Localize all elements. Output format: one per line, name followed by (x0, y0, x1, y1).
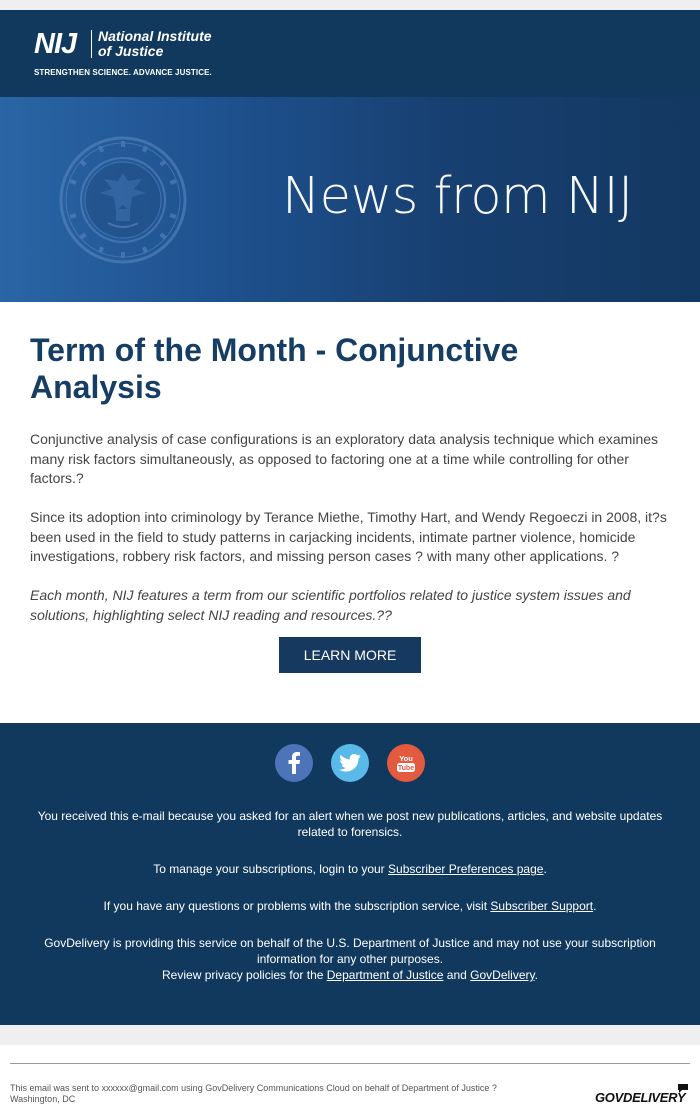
bottom-gray-strip (0, 1025, 700, 1045)
banner-title: News from NIJ (282, 167, 633, 226)
govdelivery-notice-block (20, 935, 680, 983)
doj-privacy-link[interactable]: Department of Justice (326, 968, 444, 982)
bottom-divider (10, 1063, 690, 1064)
privacy-prefix: Review privacy policies for the (162, 968, 327, 982)
email-footer (0, 723, 700, 1025)
news-banner (0, 97, 700, 302)
subscriber-support-link[interactable]: Subscriber Support (490, 899, 594, 913)
manage-suffix: . (543, 862, 547, 876)
twitter-button[interactable] (331, 744, 369, 782)
manage-subscriptions-text (20, 861, 680, 877)
logo-name-line1: National Institute (98, 28, 212, 44)
privacy-text (20, 967, 680, 983)
facebook-button[interactable] (275, 744, 313, 782)
youtube-button[interactable] (387, 744, 425, 782)
nij-logo-mark: NIJ (34, 28, 77, 60)
govdelivery-privacy-link[interactable]: GovDelivery (470, 968, 535, 982)
svg-text:You: You (399, 754, 413, 763)
nij-header (0, 10, 700, 97)
logo-name-line2: of Justice (98, 43, 164, 59)
nij-logo-name (98, 29, 248, 59)
subscriber-preferences-link[interactable]: Subscriber Preferences page (388, 862, 544, 876)
support-prefix: If you have any questions or problems with the subscription service, visit (103, 899, 491, 913)
article-paragraph-1: Conjunctive analysis of case configurations is an exploratory data analysis technique which examines many risk factors simultaneously, as opposed to factoring one at a time while controlling for other factors.? (30, 431, 659, 486)
manage-prefix: To manage your subscriptions, login to your (153, 862, 389, 876)
article-paragraph-2: Since its adoption into criminology by Terance Miethe, Timothy Hart, and Wendy Regoeczi in 2008, it?s been used in the field to study patterns in carjacking incidents, intimate partner violence, homicide investigations, robbery risk factors, and missing person cases ? with many other applications. ? (30, 509, 667, 564)
govdelivery-bottom (0, 1025, 700, 1116)
twitter-icon (339, 754, 361, 772)
govdelivery-notice: GovDelivery is providing this service on behalf of the U.S. Department of Justice and may not use your subscription information for any other purposes. (44, 936, 656, 966)
top-gray-strip (0, 0, 700, 10)
doj-seal-icon (58, 135, 188, 265)
sent-to-notice (10, 1083, 570, 1105)
govdelivery-logo-text: GOVDELIVERY (595, 1090, 686, 1105)
svg-text:Tube: Tube (397, 765, 415, 772)
support-suffix: . (593, 899, 597, 913)
learn-more-button[interactable]: LEARN MORE (279, 637, 421, 673)
privacy-suffix: . (534, 968, 538, 982)
sent-line-1: This email was sent to xxxxxx@gmail.com using GovDelivery Communications Cloud on behalf of Department of Justice ? (10, 1083, 497, 1093)
youtube-icon (395, 752, 417, 774)
support-text (20, 898, 680, 914)
privacy-and: and (443, 968, 471, 982)
nij-tagline: STRENGTHEN SCIENCE. ADVANCE JUSTICE. (34, 68, 212, 77)
article-paragraph-3: Each month, NIJ features a term from our scientific portfolios related to justice system issues and solutions, highlighting select NIJ reading and resources.?? (30, 587, 631, 623)
sent-line-2: Washington, DC (10, 1094, 76, 1104)
chat-bubble-icon (677, 1083, 689, 1094)
facebook-icon (287, 752, 301, 774)
govdelivery-logo[interactable] (595, 1083, 690, 1107)
alert-notice: You received this e-mail because you asked for an alert when we post new publications, articles, and website updates related to forensics. (37, 809, 663, 839)
article-headline: Term of the Month - Conjunctive Analysis (30, 332, 519, 405)
article-section (0, 302, 700, 723)
logo-divider (91, 30, 92, 58)
